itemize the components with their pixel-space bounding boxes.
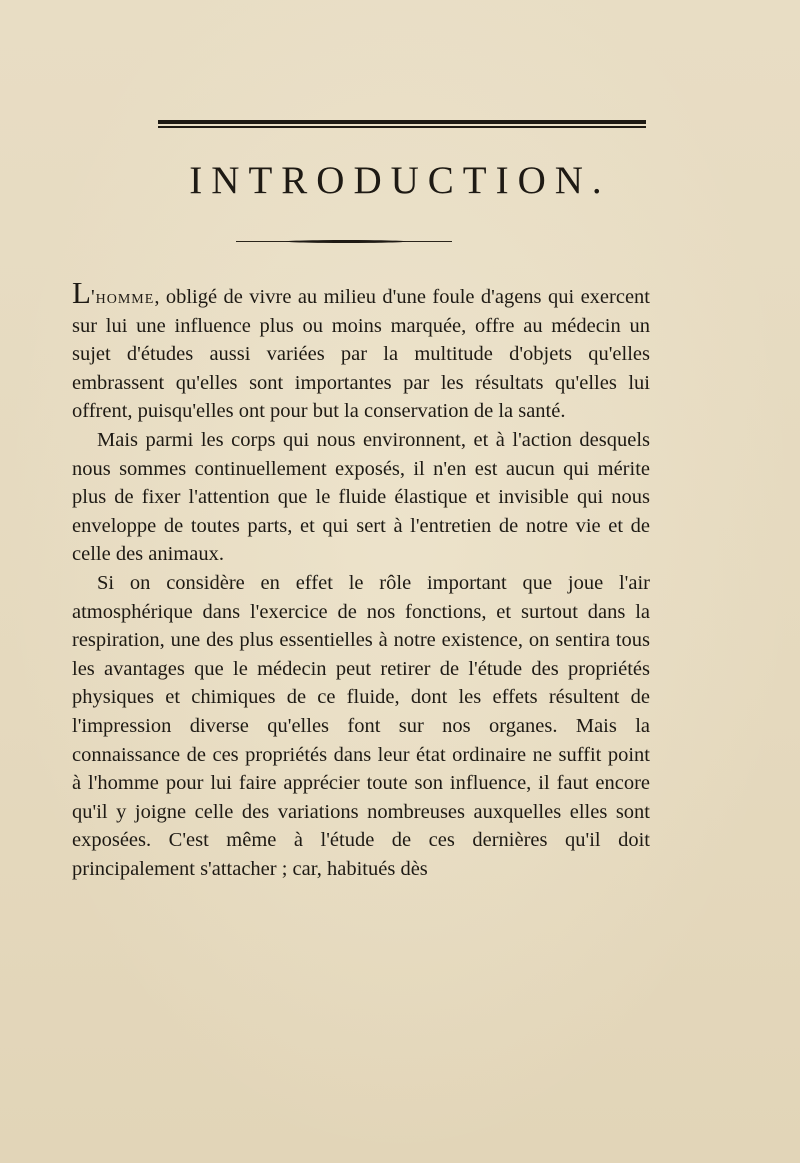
paragraph-1	[72, 275, 650, 426]
paragraph-3: Si on considère en effet le rôle important que joue l'air atmosphérique dans l'exercice de nos fonctions, et surtout dans la respiration, une des plus essentielles à notre existence, on sentira tous les avantages que le médecin peut retirer de l'étude des propriétés physiques et chimiques de ce fluide, dont les effets résultent de l'impression diverse qu'elles font sur nos organes. Mais la connaissance de ces propriétés dans leur état ordinaire ne suffit point à l'homme pour lui faire apprécier toute son influence, il faut encore qu'il y joigne celle des variations nombreuses auxquelles elles sont exposées. C'est même à l'étude de ces dernières qu'il doit principalement s'attacher ; car, habitués dès	[72, 571, 650, 880]
lead-word: 'homme	[90, 286, 155, 308]
thin-rule	[158, 126, 646, 128]
chapter-title: INTRODUCTION.	[189, 159, 611, 202]
header-double-rule	[158, 120, 646, 129]
body-text	[72, 275, 650, 883]
paragraph-1-text: , obligé de vivre au milieu d'une foule d'agens qui exercent sur lui une influence plus ou moins marquée, offre au médecin un sujet d'études aussi variées par la multitude d'objets qu'elles embrassent qu'elles sont importantes par les résultats qu'elles lui offrent, puisqu'elles ont pour but la conservation de la santé.	[72, 286, 650, 423]
title-ornament-rule	[236, 240, 452, 244]
paragraph-2: Mais parmi les corps qui nous environnent, et à l'action desquels nous sommes continuellement exposés, il n'en est aucun qui mérite plus de fixer l'attention que le fluide élastique et invisible qui nous enveloppe de toutes parts, et qui sert à l'entretien de notre vie et de celle des animaux.	[72, 428, 650, 566]
thick-rule	[158, 120, 646, 124]
initial-letter: L	[72, 275, 91, 310]
